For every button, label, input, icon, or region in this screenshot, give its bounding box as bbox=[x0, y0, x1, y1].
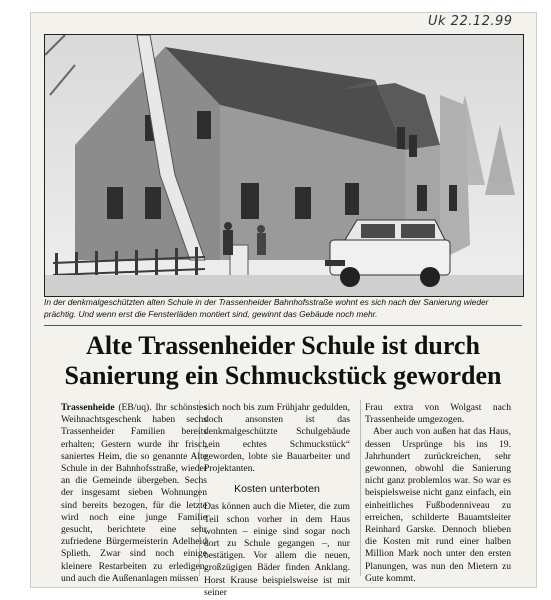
column-3-paragraph-a: Frau extra von Wolgast nach Trassenheide umgezogen. bbox=[365, 402, 511, 426]
column-2-paragraph-b: Das können auch die Mieter, die zum Teil schon vorher in dem Haus wohnten – einige sind sogar noch dort zu Schule gegangen –, nur bestätigen. Vor allem die neuen, großzügigen Bäder finden Anklang. Horst Krause beispielsweise ist mit seiner bbox=[204, 501, 350, 598]
dateline: Trassenheide bbox=[61, 402, 115, 413]
handwritten-date-note: Uk 22.12.99 bbox=[428, 14, 513, 29]
column-1-text: (EB/uq). Ihr schönstes Weihnachtsgeschenk haben sechs Trassenheider Familien bereits erhalten; Gestern wurde ihr frisch saniertes Heim, die so genannte Alte Schule in der Bahnhofsstraße, wieder an die Gemeinde übergeben. Sechs der insgesamt sieben Wohnungen sind bereits bezogen, für die letzte wird noch eine junge Familie gesucht, berichtete eine sehr zufriedene Bürgermeisterin Adelheid Splieth. Zwar sind noch einige kleinere Restarbeiten zu erledigen, und auch die Außenanlagen müssen bbox=[61, 402, 207, 584]
article-subhead: Kosten unterboten bbox=[234, 483, 320, 496]
column-1-paragraph bbox=[61, 402, 207, 585]
photo-building-icon bbox=[45, 35, 523, 296]
article-column-2 bbox=[204, 402, 350, 599]
article-photo bbox=[44, 34, 524, 297]
article-column-1 bbox=[61, 402, 207, 585]
column-rule bbox=[360, 400, 361, 576]
article-column-3 bbox=[365, 402, 511, 585]
column-3-paragraph-b: Aber auch von außen hat das Haus, dessen Ursprünge bis ins 19. Jahrhundert zurückreichen, sehr gewonnen, obwohl die Sanierung nicht ganz problemlos war. So war es beispielsweise nicht ganz einfach, ein einheitliches Fußbodenniveau zu erreichen, schilderte Bauamtsleiter Reinhard Garske. Dennoch blieben die Kosten mit rund einer halben Million Mark noch unter den ersten Planungen, was nun den Mietern zu Gute kommt. bbox=[365, 426, 511, 584]
photo-caption: In der denkmalgeschützten alten Schule in der Trassenheider Bahnhofsstraße wohnt es sich nach der Sanierung wieder prächtig. Und wenn erst die Fensterläden montiert sind, gewinnt das Gebäude noch mehr. bbox=[44, 297, 489, 319]
article-headline: Alte Trassenheider Schule ist durch Sanierung ein Schmuckstück geworden bbox=[64, 331, 502, 390]
caption-divider bbox=[44, 325, 522, 326]
column-2-paragraph-a: sich noch bis zum Frühjahr gedulden, doch ansonsten ist das denkmalgeschützte Schulgebäude „ein echtes Schmuckstück“ geworden, lobte sie Bauarbeiter und Projektanten. bbox=[204, 402, 350, 475]
